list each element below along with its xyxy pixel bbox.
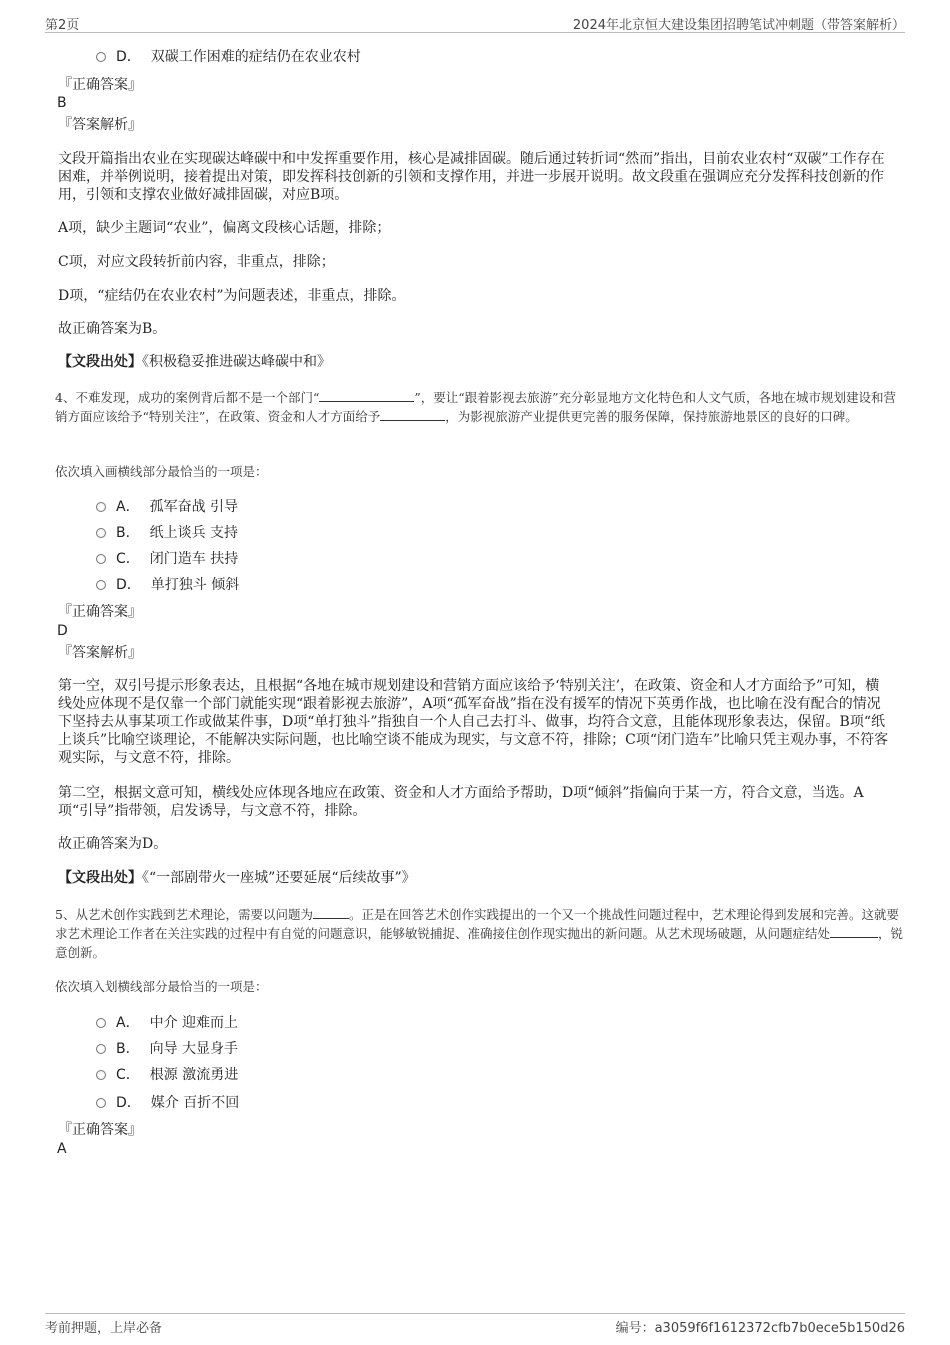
q3-answer-label: 『正确答案』 (58, 77, 142, 93)
footer-slogan: 考前押题，上岸必备 (45, 1321, 163, 1336)
q4-stem: 4、不难发现，成功的案例背后都不是一个部门“ ”，要让“跟着影视去旅游”充分彰显地方文化特色和人文气质，各地在城市规划建设和营销方面应该给予“特别关注”，在政策、资金和人才方面给予 ，为影视旅游产业提供更完善的服务保障，保持旅游地景区的良好的口碑。 (55, 390, 897, 424)
radio-icon[interactable] (96, 1018, 106, 1028)
radio-icon[interactable] (96, 502, 106, 512)
radio-icon[interactable] (96, 528, 106, 538)
radio-icon[interactable] (96, 1070, 106, 1080)
radio-icon[interactable] (96, 580, 106, 590)
q3-analysis-para-1: 文段开篇指出农业在实现碳达峰碳中和中发挥重要作用，核心是减排固碳。随后通过转折词“然而”指出，目前农业农村“双碳”工作存在困难，并举例说明，接着提出对策，即发挥科技创新的引领和支撑作用，并进一步展开说明。故文段重在强调应充分发挥科技创新的作用，引领和支撑农业做好减排固碳，对应B项。 (58, 151, 885, 203)
q3-analysis-para-3: C项，对应文段转折前内容，非重点，排除； (58, 254, 335, 270)
radio-icon[interactable] (96, 52, 106, 62)
page-number: 第2页 (45, 18, 80, 33)
q4-analysis-para-1: 第一空，双引号提示形象表达，且根据“各地在城市规划建设和营销方面应该给予‘特别关注’，在政策、资金和人才方面给予”可知，横线处应体现不是仅靠一个部门就能实现“跟着影视去旅游”，A项“孤军奋战”指在没有援军的情况下英勇作战，也比喻在没有配合的情况下坚持去从事某项工作或做某件事，D项“单打独斗”指独自一个人自己去打斗、做事，均符合文意，且能体现形象表达，保留。B项“纸上谈兵”比喻空谈理论，不能解决实际问题，也比喻空谈不能成为现实，与文意不符，排除；C项“闭门造车”比喻只凭主观办事，不符客观实际，与文意不符，排除。 (58, 678, 889, 766)
q3-option-d[interactable]: D． 双碳工作困难的症结仍在农业农村 (96, 47, 361, 67)
q5-stem: 5、从艺术创作实践到艺术理论，需要以问题为 。正是在回答艺术创作实践提出的一个又一个挑战性问题过程中，艺术理论得到发展和完善。这就要求艺术理论工作者在关注实践的过程中有自觉的问题意识，能够敏锐捕捉、准确接住创作现实抛出的新问题。从艺术现场破题，从问题症结处 ，锐意创新。 (55, 907, 904, 960)
document-id: 编号：a3059f6f1612372cfb7b0ece5b150d26 (615, 1321, 905, 1336)
q3-analysis-para-4: D项，“症结仍在农业农村”为问题表述，非重点，排除。 (58, 288, 406, 304)
blank-1 (319, 389, 414, 402)
blank-2 (830, 925, 878, 938)
q5-answer: A (57, 1141, 67, 1157)
radio-icon[interactable] (96, 1044, 106, 1054)
document-title: 2024年北京恒大建设集团招聘笔试冲刺题（带答案解析） (572, 18, 905, 33)
q5-option-a[interactable]: A． 中介 迎难而上 (96, 1013, 238, 1033)
q4-source: 【文段出处】《“一部剧带火一座城”还要延展“后续故事”》 (58, 870, 416, 886)
q5-answer-label: 『正确答案』 (58, 1122, 142, 1138)
blank-2 (380, 408, 445, 421)
q4-option-b[interactable]: B． 纸上谈兵 支持 (96, 523, 238, 543)
q4-option-d[interactable]: D． 单打独斗 倾斜 (96, 575, 239, 595)
q3-source: 【文段出处】《积极稳妥推进碳达峰碳中和》 (58, 354, 331, 370)
q4-answer-label: 『正确答案』 (58, 604, 142, 620)
q4-answer: D (57, 623, 68, 639)
q3-analysis-para-5: 故正确答案为B。 (58, 321, 167, 337)
q5-prompt: 依次填入划横线部分最恰当的一项是： (55, 979, 268, 994)
q4-prompt: 依次填入画横线部分最恰当的一项是： (55, 464, 268, 479)
page-header (45, 12, 905, 33)
q3-answer: B (57, 95, 67, 111)
q5-option-b[interactable]: B． 向导 大显身手 (96, 1039, 238, 1059)
q5-option-c[interactable]: C． 根源 激流勇进 (96, 1065, 238, 1085)
q3-analysis-para-2: A项，缺少主题词“农业”，偏离文段核心话题，排除； (58, 220, 391, 236)
q4-option-c[interactable]: C． 闭门造车 扶持 (96, 549, 238, 569)
blank-1 (313, 906, 349, 919)
radio-icon[interactable] (96, 1098, 106, 1108)
q4-analysis-para-2: 第二空，根据文意可知，横线处应体现各地应在政策、资金和人才方面给予帮助，D项“倾斜”指偏向于某一方，符合文意，当选。A项“引导”指带领，启发诱导，与文意不符，排除。 (58, 785, 864, 819)
q5-option-d[interactable]: D． 媒介 百折不回 (96, 1093, 239, 1113)
q3-analysis-label: 『答案解析』 (58, 117, 142, 133)
q4-option-a[interactable]: A． 孤军奋战 引导 (96, 497, 238, 517)
q4-analysis-label: 『答案解析』 (58, 645, 142, 661)
page-footer (45, 1313, 905, 1336)
q4-analysis-para-3: 故正确答案为D。 (58, 836, 168, 852)
radio-icon[interactable] (96, 554, 106, 564)
